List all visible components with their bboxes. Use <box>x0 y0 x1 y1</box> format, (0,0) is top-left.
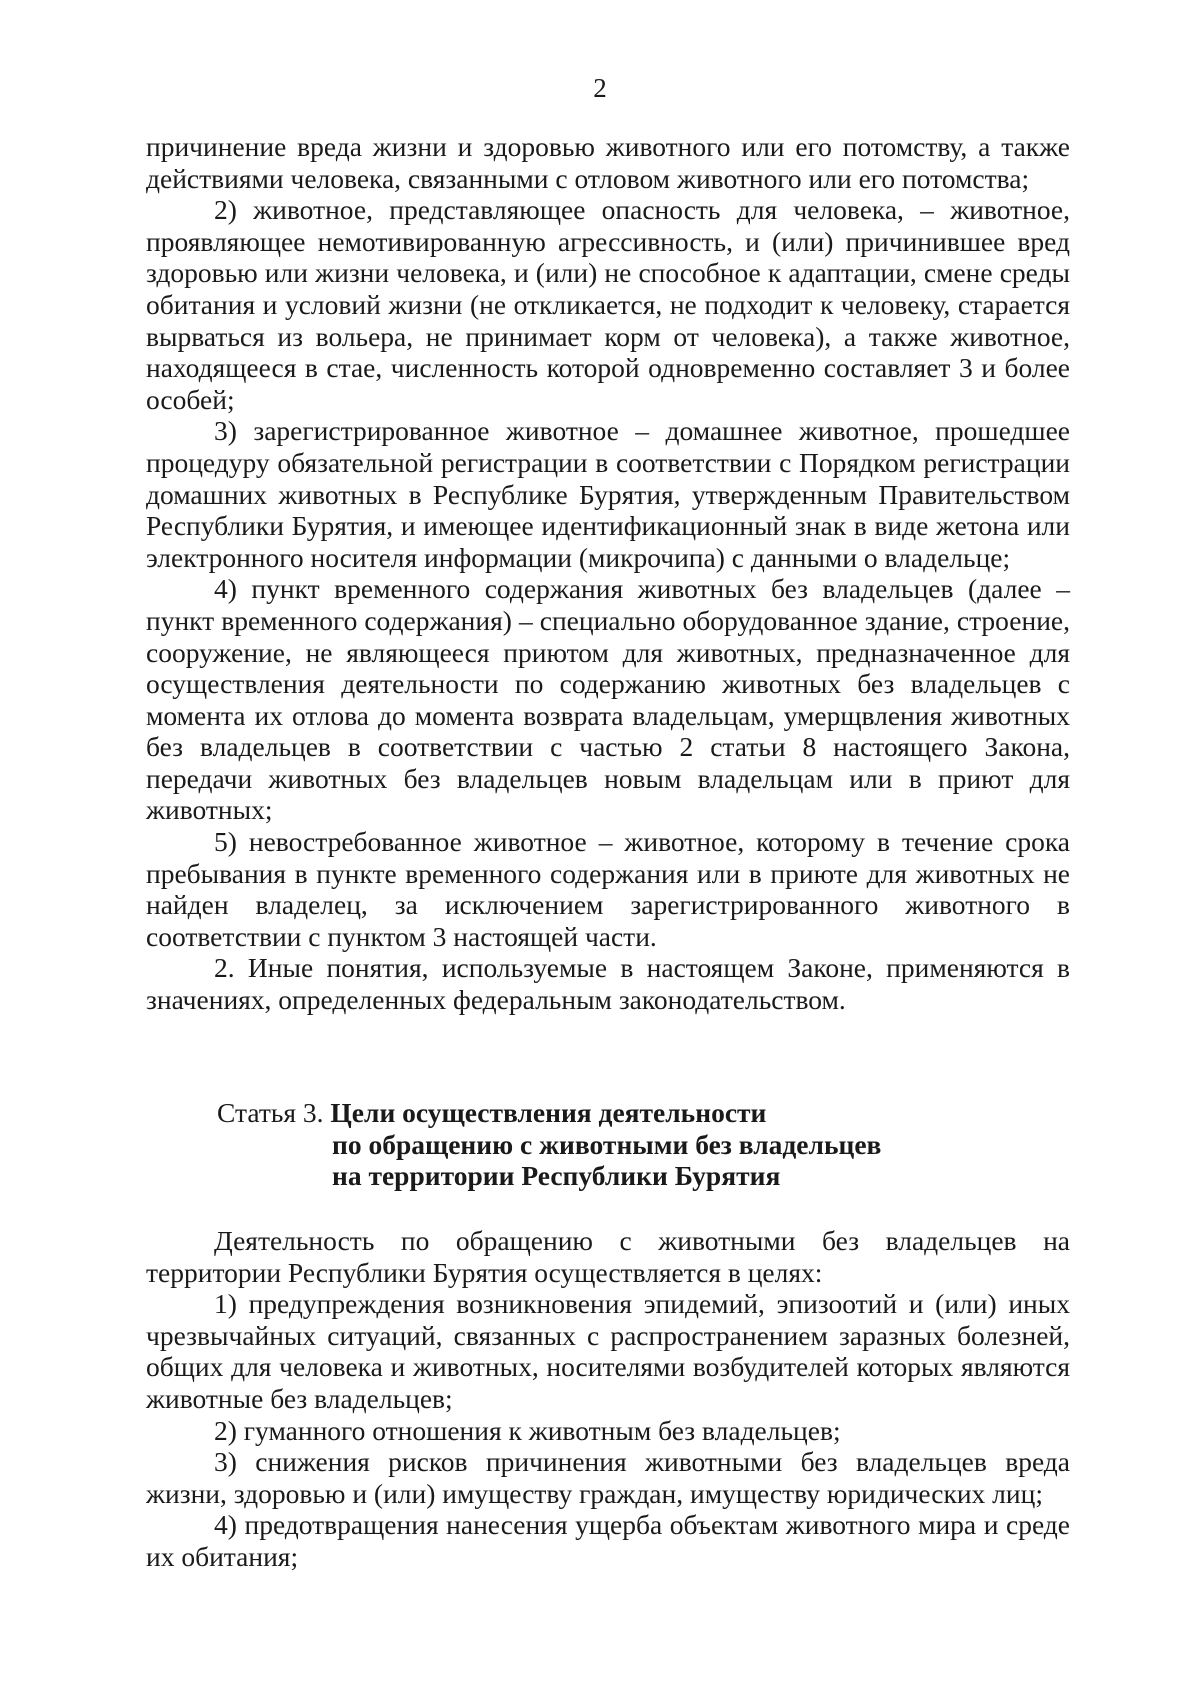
article-label: Статья 3. <box>217 1097 324 1128</box>
goal-item-4: 4) предотвращения нанесения ущерба объектам животного мира и среде их обитания; <box>146 1509 1070 1572</box>
goal-item-3: 3) снижения рисков причинения животными без владельцев вреда жизни, здоровью и (или) имуществу граждан, имуществу юридических лиц; <box>146 1446 1070 1509</box>
page-number: 2 <box>593 73 607 103</box>
goal-item-1: 1) предупреждения возникновения эпидемий, эпизоотий и (или) иных чрезвычайных ситуаций, связанных с распространением заразных болезней, общих для человека и животных, носителями возбудителей которых являются животные без владельцев; <box>146 1288 1070 1414</box>
definition-item-4: 4) пункт временного содержания животных без владельцев (далее – пункт временного содержания) – специально оборудованное здание, строение, сооружение, не являющееся приютом для животных, предназначенное для осуществления деятельности по содержанию животных без владельцев с момента их отлова до момента возврата владельцам, умерщвления животных без владельцев в соответствии с частью 2 статьи 8 настоящего Закона, передачи животных без владельцев новым владельцам или в приют для животных; <box>146 573 1070 826</box>
definition-item-2: 2) животное, представляющее опасность для человека, – животное, проявляющее немотивированную агрессивность, и (или) причинившее вред здоровью или жизни человека, и (или) не способное к адаптации, смене среды обитания и условий жизни (не откликается, не подходит к человеку, старается вырваться из вольера, не принимает корм от человека), а также животное, находящееся в стае, численность которой одновременно составляет 3 и более особей; <box>146 194 1070 415</box>
definitions-section <box>146 131 1070 1016</box>
article-title-line-1: Цели осуществления деятельности <box>330 1097 767 1128</box>
definition-item-3: 3) зарегистрированное животное – домашнее животное, прошедшее процедуру обязательной регистрации в соответствии с Порядком регистрации домашних животных в Республике Бурятия, утвержденным Правительством Республики Бурятия, и имеющее идентификационный знак в виде жетона или электронного носителя информации (микрочипа) с данными о владельце; <box>146 415 1070 573</box>
article-3-body <box>146 1225 1070 1573</box>
article-3-intro: Деятельность по обращению с животными без владельцев на территории Республики Бурятия осуществляется в целях: <box>146 1225 1070 1288</box>
goal-item-2: 2) гуманного отношения к животным без владельцев; <box>214 1414 841 1446</box>
article-title-line-2: по обращению с животными без владельцев <box>332 1128 882 1160</box>
paragraph-continuation: причинение вреда жизни и здоровью животного или его потомству, а также действиями человека, связанными с отловом животного или его потомства; <box>146 131 1070 194</box>
article-title-line-3: на территории Республики Бурятия <box>332 1160 781 1192</box>
definition-item-5: 5) невостребованное животное – животное, которому в течение срока пребывания в пункте временного содержания или в приюте для животных не найден владелец, за исключением зарегистрированного животного в соответствии с пунктом 3 настоящей части. <box>146 826 1070 952</box>
article-3-heading <box>217 1097 1070 1192</box>
part-2-paragraph: 2. Иные понятия, используемые в настоящем Законе, применяются в значениях, определенных федеральным законодательством. <box>146 952 1070 1016</box>
